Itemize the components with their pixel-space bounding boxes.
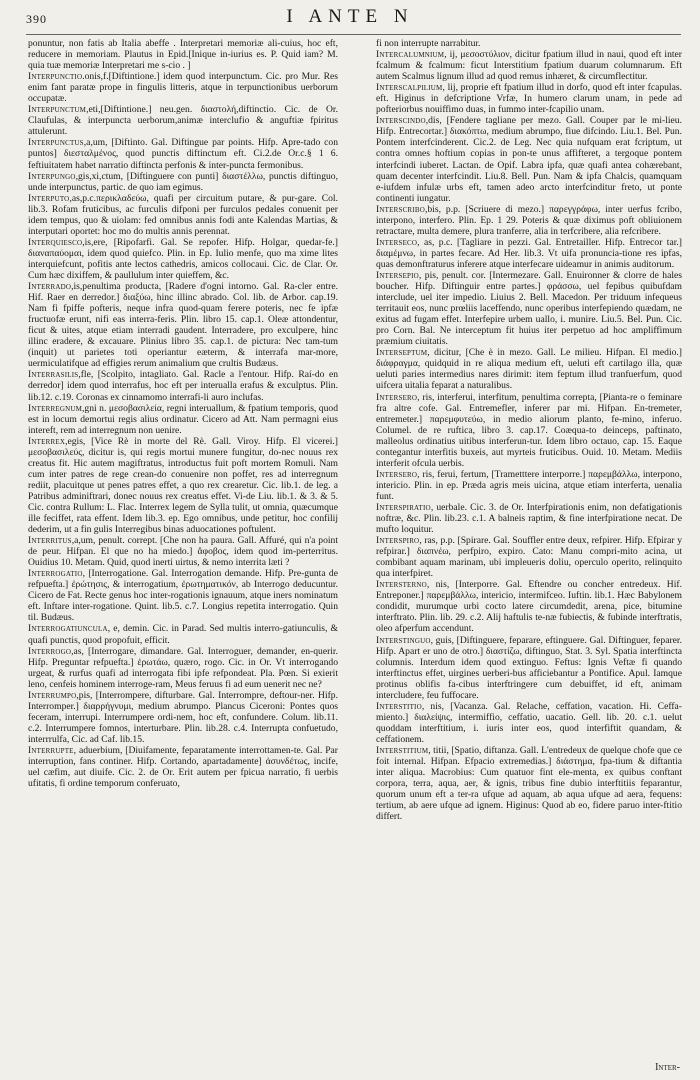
entry-text: , titii, [Spatio, diftanza. Gall. L'entredeux de quelque chofe que ce foit internal. Hifpan. Efpacio extremedias.] διάστημα, fpa-tium & diftantia inter aliqua. Macrobius: Cum quatuor fint ele-menta, ex quibus conftant corpora, terra, aqua, aer, & ignis, tribus fine dubio interftitiis feparantur, quorum unum eft a ter-ra ufque ad aquam, ab aqua ufque ad aera, fequens: tertium, ab aere ufque ad ignem. Higinus: Quod ab eo, fidere paruo inter-ftitio differt. — [376, 745, 682, 823]
entry-headword: Interrex — [28, 435, 66, 447]
dictionary-entry — [376, 535, 682, 579]
entry-headword: Interscribo — [376, 203, 425, 215]
entry-headword: Interrogatio — [28, 568, 83, 580]
entry-headword: Interrumpo — [28, 689, 77, 701]
entry-text: , ris, ferui, fertum, [Trametttere interporre.] παρεμβάλλω, interpono, intericio. Plin. in ep. Præda agris meis uicina, atque etiam interferta, uenalia funt. — [376, 468, 682, 502]
dictionary-entry — [28, 623, 338, 645]
entry-text: ,bis, p.p. [Scriuere di mezo.] παρεγγράφω, inter uerfus fcribo, interpono, interfero. Plin. Ep. 1 29. Poteris & quæ diximus poft obliuionem retractare, multa demere, plura tranferre, alia in terfcribere, alia refcribere. — [376, 203, 682, 237]
entry-headword: Interrupte — [28, 745, 74, 756]
dictionary-entry — [28, 38, 338, 71]
entry-text: fi non interrupte narrabitur. — [376, 38, 481, 49]
dictionary-entry — [376, 270, 682, 347]
dictionary-entry — [376, 204, 682, 237]
entry-text: , dicitur, [Che è in mezo. Gall. Le milieu. Hifpan. El medio.] διάφραγμα, quidquid in re aliqua medium eft, ueluti eft cartilago illa, quæ ueluti paries intermedius nares dirimit: item feptum illud tranfuerfum, quod uifcera uitalia feparat a naturalibus. — [376, 347, 682, 392]
dictionary-entry — [28, 237, 338, 281]
page-header — [0, 4, 700, 34]
entry-text: , guis, [Diftinguere, feparare, eftinguere. Gal. Diftinguer, feparer. Hifp. Apart er uno de otro.] διαστίζω, diftinguo, Stat. 3. Syl. Spatia interftincta columnis. Interdum idem quod extinguo. Feftus: Ignis Veftæ fi quando interftinctus effet, uirgines uerberi-bus afficiebantur a Pontifice. Apul. Iamque protinus oblifis fa-cibus interftringere cum debuiffet, id eft, animam intercludere, feu fuffocare. — [376, 634, 682, 701]
entry-headword: Interquiesco — [28, 236, 83, 248]
entry-text: ,is,ere, [Ripofarfi. Gal. Se repofer. Hifp. Holgar, quedar-fe.] διαναπαύομαι, idem quod quiefco. Plin. in Ep. Iulio menfe, quo ma xime lites interquiefcunt, pofitis ante lectos cathedris, amicos collocaui. Cic. de Clar. Or. Cum hæc dixiffem, & paullulum inter quieffem, &c. — [28, 236, 338, 281]
entry-text: ,gis,xi,ctum, [Diftinguere con punti] διαστέλλω, punctis diftinguo, unde interpunctus, partic. de quo iam egimus. — [28, 170, 338, 193]
page-number: 390 — [26, 12, 47, 26]
entry-text: , aduerbium, [Diuifamente, feparatamente interrottamen-te. Gal. Par interruption, fans continer. Hifp. Cortando, apartadamente] ἀσυνδέτως, incife, uel cæfim, aut diuife. Cic. 2. de Or. Erit autem per fpicua narratio, fi uerbis ufitatis, fi ordine temporum conferuato, — [28, 745, 338, 790]
entry-text: , lij, proprie eft fpatium illud in dorfo, quod eft inter fcapulas. eft. Higinus in defcriptione Vrfæ, In humero clarum unam, in pede ad pofteriorbus nouiffimo duas, in fummo inter-fcapilio unam. — [376, 82, 682, 116]
dictionary-entry — [376, 38, 682, 49]
entry-headword: Intercalumnium — [376, 49, 445, 61]
dictionary-entry — [376, 347, 682, 391]
entry-headword: Interseptum — [376, 347, 428, 359]
entry-headword: Interscalpilium — [376, 82, 443, 94]
entry-text: ,dis, [Fendere tagliane per mezo. Gall. Couper par le mi-lieu. Hifp. Entrecortar.] διακόπτω, medium abrumpo, fiue difcindo. Liu.1. Bel. Pun. Pontem interfcinderent. Cic.2. de Leg. Nec quia nufquam erat fcriptum, ut contra omnes hoftium copias in pon-te unus affifteret, a tergoque pontem interfcindi iuberet. Lactan. de Opif. Labra ipfa, quæ quafi antea cohærebant, quam decenter interfcindit. Liu.8. Bell. Pun. Nam & ipfa Chalcis, quamquam e-iufdem infulæ urbs eft, tamen adeo arcto interfcinditur freto, ut ponte continenti iungatur. — [376, 115, 682, 204]
dictionary-entry — [28, 369, 338, 402]
dictionary-entry — [28, 71, 338, 104]
entry-headword: Intersero — [376, 468, 418, 480]
dictionary-entry — [28, 690, 338, 745]
entry-text: , as, p.c. [Tagliare in pezzi. Gal. Entretailler. Hifp. Entrecor tar.] διαμέμνω, in partes fecare. Ad Her. lib.3. Vt uifa pronuncia-tione res ipfas, quas demonftraturus inferere atque interfecare uideamur in animis auditorum. — [376, 236, 682, 270]
entry-text: , ij, μεσοστύλιον, dicitur fpatium illud in naui, quod eft inter fcalmum & fcalmum: ficut Interstitium fpatium duarum columnarum. Eft autem Scalmus lignum illud ad quod remus inhæret, & circumflectitur. — [376, 49, 682, 83]
entry-text: , pis, penult. cor. [Intermezare. Gall. Enuironner & clorre de hales boucher. Hifp. Diftinguir entre partes.] φράσσω, uel fepibus quibufdam interclude, uel iter impedio. Liuius 2. Bell. Macedon. Per triduum infequeus territauit eos, nunc prœliis laceffendo, nunc operibus interfepiendo quædam, ne exitus ad fugam effet. Interfepire urbem uallo, i. munire. Liu.5. Bel. Pun. Cic. pro Corn. Bal. Ne interceptum fit huius iter perpetuo ad hoc ampliffimum præmium ciuitatis. — [376, 269, 682, 348]
entry-headword: Interrado — [28, 281, 72, 293]
entry-headword: Interstinguo — [376, 634, 431, 646]
dictionary-entry — [28, 281, 338, 369]
entry-text: , nis, [Interporre. Gal. Eftendre ou concher entredeux. Hif. Entreponer.] παρεμβάλλω, intericio, intermifceo. Iuftin. lib.1. Hæc Babylonem condidit, murumque urbi cocto latere circumdedit, arena, pice, bitumine interftrato. Plin. lib. 29. c.2. Alij haftulis te-næ fubiectis, & fubinde interftratis, oleo afperfum accendunt. — [376, 579, 682, 635]
entry-text: ,is,penultima producta, [Radere d'ogni intorno. Gal. Ra-cler entre. Hif. Raer en derredor.] διαξύω, hinc illinc abrado. Col. lib. de Arbor. cap.19. Nam fi fpiffe pofteris, neque infra quod-quam ferere poteris, nec fe ipfæ fructuofæ erunt, nifi eas interra-feris. Plin. libro 15. cap.1. Oleæ attondentur, ficut & uites, atque etiam interradi gaudent. Interradere, pro exculpere, hinc illinc eradere, & excauare. Plinius libro 35. cap.1. de pictura: Nec tam-tum (inquit) ut parietes toti operiantur eæterm, & interrafa mar-more, uermiculatifque ad effigies rerum animalium que crultis Budæus. — [28, 281, 338, 370]
entry-headword: Intersero — [376, 391, 418, 403]
entry-text: , ras, p.p. [Spirare. Gal. Souffler entre deux, refpirer. Hifp. Efpirar y refpirar.] διαπνέω, perfpiro, expiro. Cato: Manu compri-mito acina, ut combibant aquam marinam, ubi impleueris doliu, operculo operito, relinquito qua interfpiret. — [376, 535, 682, 580]
entry-headword: Interrasilis — [28, 369, 79, 381]
dictionary-entry — [376, 115, 682, 203]
entry-headword: Intersepio — [376, 269, 419, 281]
dictionary-entry — [28, 193, 338, 237]
entry-headword: Interputo — [28, 192, 70, 204]
entry-headword: Intersterno — [376, 579, 427, 591]
entry-text: ,eti,[Diftintione.] neu.gen. διαστολή,diftinctio. Cic. de Or. Claufulas, & interpuncta uerborum,animæ interclufio & anguftiæ fpiritus attulerunt. — [28, 104, 338, 138]
dictionary-entry — [376, 635, 682, 701]
entry-text: ,gni n. μεσοβασιλεία, regni interuallum, & fpatium temporis, quod est in locum demortui regis alius ordinatur. Cicero ad Att. Nam permagni eius intereft, rem ad interregnum non uenire. — [28, 402, 338, 436]
dictionary-entry — [28, 745, 338, 789]
entry-text: ,as, [Interrogare, dimandare. Gal. Interroguer, demander, en-querir. Hifp. Preguntar refpuefta.] ἐρωτάω, quæro, rogo. Cic. in Or. Vt interrogando urgeat, & rurfus quafi ad interrogata fibi ipfe refpondeat. Pla. Pœn. Si exierit leno, cenfeis hominem interroge-ram, Meus feruus fi ad eum uenerit nec ne? — [28, 645, 338, 690]
dictionary-entry — [28, 535, 338, 568]
entry-headword: Interspiro — [376, 535, 420, 547]
entry-text: , nis, [Vacanza. Gal. Relache, ceffation, vacation. Hi. Ceffa-miento.] διαλείψις, intermiffio, ceffatio, uacatio. Gell. lib. 20. c.1. uelut quoddam interftitium, i. iuris inter eos, quod interfiftit quandam, & ceffationem. — [376, 700, 682, 745]
entry-text: , ris, interferui, interfitum, penultima correpta, [Pianta-re o feminare fra altre cofe. Gal. Entremefler, inferer par mi. Hifpan. En-tremeter, entremeter.] παρεμφυτεύω, in medio aliorum planto, fe-mino, inferuo. Columel. de re ruftica, libro 3. cap.17. Coæqua-to deinceps, paftinato, malleolus ordinatius uitibus interferun-tur. Idem libro octauo, cap. 15. Eaque contegantur interfitis buxeis, aut myrteis fruticibus. Ouid. 10. Metam. Mediis interferit ofcula uerbis. — [376, 391, 682, 469]
entry-text: ,a,um, [Diftinto. Gal. Diftingue par points. Hifp. Apre-tado con puntos] διεσταλμένος, quod punctis diftinctum eft. Ci.2.de Or.c.§ 1 6. feftiuitatem habet narratio diftincta perfonis & inter-puncta fermonibus. — [28, 137, 338, 171]
left-column — [28, 38, 338, 1058]
entry-headword: Interseco — [376, 236, 418, 248]
entry-text: , e, demin. Cic. in Parad. Sed multis interro-gatiunculis, & quafi punctis, quod propofuit, efficit. — [28, 623, 338, 646]
entry-headword: Interpunctio — [28, 71, 83, 83]
entry-headword: Interrogo — [28, 645, 72, 657]
dictionary-entry — [376, 502, 682, 535]
entry-headword: Interstitium — [376, 745, 429, 756]
entry-text: , [Interrogatione. Gal. Interrogation demande. Hifp. Pre-gunta de refpuefta.] ἐρώτησις, & interrogatium, ἐρωτηματικόν, ab Interrogo deducuntur. Cicero de Fat. Recte genus hoc inter-rogationis ignauum, atque iners nominatum eft. Inftare inter-rogatione. Quint. lib.5. c.7. Longius repetita interrogatio. Quin til. Budæus. — [28, 568, 338, 624]
dictionary-entry — [376, 579, 682, 634]
entry-headword: Interregnum — [28, 402, 83, 414]
dictionary-entry — [376, 745, 682, 822]
dictionary-entry — [376, 82, 682, 115]
entry-headword: Interrogatiuncula — [28, 623, 108, 635]
entry-headword: Interpunctus — [28, 137, 84, 149]
dictionary-entry — [28, 104, 338, 137]
entry-text: ,egis, [Vice Rè in morte del Rè. Gall. Viroy. Hifp. El vicerei.] μεσοβασιλεύς, dicitur is, qui regis mortui munere fungitur, do-nec nouus rex creatus fit. Hic autem magiftratus, introductus fuit poft mortem Romuli. Nam cum inter patres de rege crean-do conuenire non poffet, res ad interregnum rediit, placuitque ut penes patres effet, a quo rex crearetur. Cic. lib.1. de leg. a Patribus adminiftrari, donec nouus rex creatus effet. Vi-de Liu. lib.1. & 3. & 5. Cic. contra Rullum: L. Flac. Interrex legem de Sylla tulit, ut omnia, quæcumque ille feciffet, rata effent. Idem lib.3. ep. Ego omnibus, unde petitur, hoc confilij dederim, ut a fin gulis Interregibus binas aduocationes poftulent. — [28, 435, 338, 536]
dictionary-entry — [376, 469, 682, 502]
entry-headword: Interpungo — [28, 170, 76, 182]
entry-headword: Interstitio — [376, 700, 422, 712]
entry-text: ,as,p.c.περικλαδεύω, quafi per circuitum putare, & pur-gare. Col. lib.3. Rofam fruticibus, ac furculis difponi per furculos pedales conuenit per idem tempus, quo & uiolam: fed omnibus annis fodi ante Kalendas Martias, & interputari oportet: hoc mo do multis annis perennat. — [28, 192, 338, 237]
entry-text: ponuntur, non fatis ab Italia abeffe . Interpretari memoriæ ali-cuius, hoc eft, reducere in memoriam. Plautus in Epid.[Inique in-iurius es. P. Quid iam? M. quia tuæ memoriæ Interpretari me s-cio . ] — [28, 38, 338, 72]
entry-text: , uerbale. Cic. 3. de Or. Interfpirationis enim, non defatigationis noftræ, &c. Plin. lib.23. c.1. A balneis raptim, & fine interfpiratione necat. De mufto loquitur. — [376, 501, 682, 536]
right-column — [376, 38, 682, 1058]
dictionary-entry — [376, 701, 682, 745]
header-rule — [26, 34, 681, 35]
dictionary-entry — [376, 392, 682, 469]
dictionary-entry — [28, 403, 338, 436]
entry-text: ,a,um, penult. corrept. [Che non ha paura. Gall. Affuré, qui n'a point de peur. Hifpan. El que no ha miedo.] ἄφοβος, idem quod im-perterritus. Ouidius 10. Metam. Quid, quod inerti uirtus, & nemo interrita læti ? — [28, 535, 338, 569]
catchword: Inter- — [655, 1062, 680, 1073]
dictionary-entry — [28, 646, 338, 690]
dictionary-entry — [376, 49, 682, 82]
entry-headword: Interritus — [28, 535, 72, 547]
entry-text: .onis,f.[Diftintione.] idem quod interpunctum. Cic. pro Mur. Res enim fant paratæ prope in fingulis litteris, atque in terpunctionibus uerborum occupatæ. — [28, 71, 338, 105]
dictionary-entry — [28, 137, 338, 170]
entry-text: ,fle, [Scolpito, intagliato. Gal. Racle a l'entour. Hifp. Raí-do en derredor] idem quod interrafus, hoc eft per interualla erafus & exculptus. Plin. lib.12. c.19. Coronas ex cinnamomo interrafi-li auro inclufas. — [28, 369, 338, 403]
dictionary-entry — [28, 436, 338, 535]
running-head: I ANTE N — [286, 6, 414, 27]
entry-headword: Interspiratio — [376, 501, 431, 513]
dictionary-entry — [376, 237, 682, 270]
entry-text: ,pis, [Interrompere, difturbare. Gal. Interrompre, deftour-ner. Hifp. Interromper.] διαρρήγνυμι, medium abrumpo. Plancus Ciceroni: Pontes quos feceram, interrupi. Interrumpere ordi-nem, hoc eft, confundere. Colum. lib.11. c.2. Interrumpere fomnos, interturbare. Plin. lib.28. c.4. Interrupta confuetudo, interrrulfa, Cic. ad Caf. lib.15. — [28, 689, 338, 745]
entry-headword: Interscindo — [376, 115, 426, 127]
dictionary-entry — [28, 568, 338, 623]
dictionary-entry — [28, 171, 338, 193]
entry-headword: Interpunctum — [28, 104, 87, 116]
